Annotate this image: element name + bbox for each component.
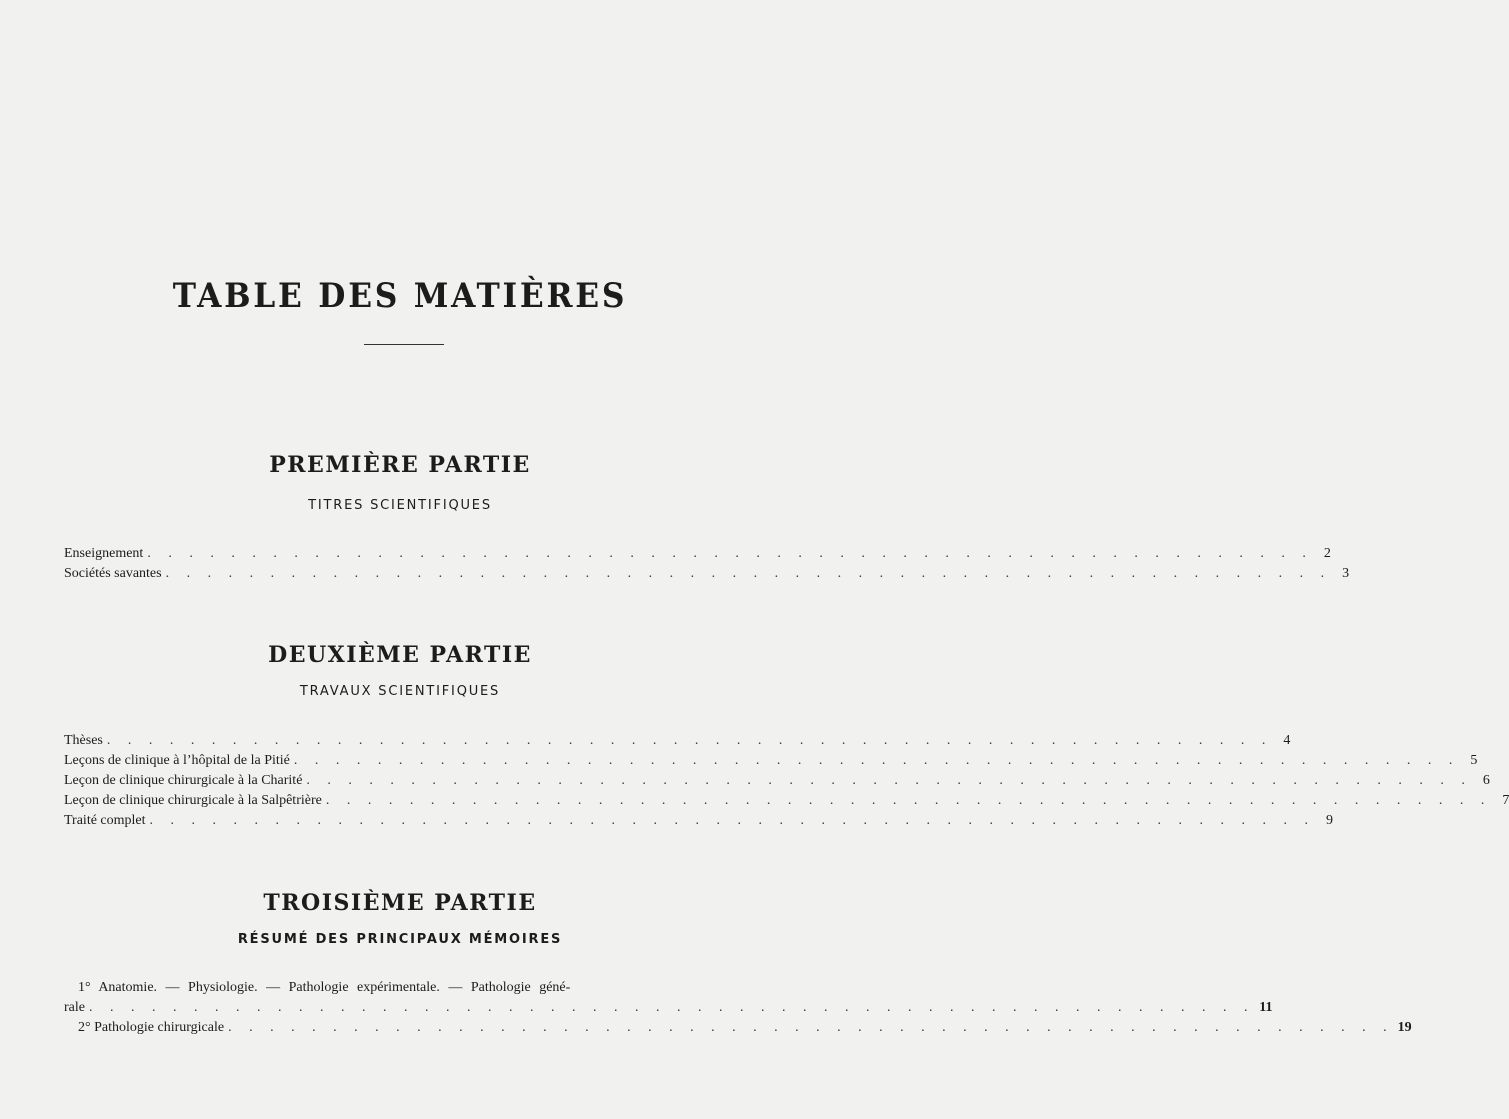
toc-entry <box>64 811 1334 831</box>
part-heading-3: TROISIÈME PARTIE <box>263 890 537 916</box>
dot-leader: . . . . . . . . . . . . . . . . . . . . . . . . . . . . . . . . . . . . . . . . . . . . . . . . . . . . . . . . <box>165 566 1332 581</box>
dot-leader: . . . . . . . . . . . . . . . . . . . . . . . . . . . . . . . . . . . . . . . . . . . . . . . . . . . . . . . . <box>106 733 1273 748</box>
part-subtitle-3: RÉSUMÉ DES PRINCIPAUX MÉMOIRES <box>237 932 563 947</box>
part-heading-1: PREMIÈRE PARTIE <box>269 452 531 478</box>
toc-section-1 <box>64 544 1350 584</box>
part-subtitle-1: TITRES SCIENTIFIQUES <box>308 498 492 513</box>
toc-entry-page: 3 <box>1342 566 1350 581</box>
toc-entry-page: 11 <box>1259 1000 1273 1015</box>
toc-entry <box>64 544 1331 564</box>
toc-entry-page: 7 <box>1502 793 1509 808</box>
dot-leader: . . . . . . . . . . . . . . . . . . . . . . . . . . . . . . . . . . . . . . . . . . . . . . . . . . . . . . . . <box>147 546 1313 561</box>
toc-entry-page: 19 <box>1397 1020 1412 1035</box>
toc-entry-page: 5 <box>1470 753 1478 768</box>
toc-entry-label: Leçon de clinique chirurgicale à la Charité <box>64 773 303 788</box>
part-subtitle-2: TRAVAUX SCIENTIFIQUES <box>299 684 501 699</box>
toc-entry-label: Sociétés savantes <box>64 566 162 581</box>
toc-entry <box>64 771 1490 791</box>
toc-entry-label: 2° Pathologie chirurgicale <box>78 1020 225 1035</box>
dot-leader: . . . . . . . . . . . . . . . . . . . . . . . . . . . . . . . . . . . . . . . . . . . . . . . . . . . . . . . . <box>306 773 1472 788</box>
toc-entry-first-line: 1° Anatomie. — Physiologie. — Pathologie expérimentale. — Pathologie géné- <box>78 980 571 995</box>
page-title: TABLE DES MATIÈRES <box>172 276 628 316</box>
toc-entry <box>64 731 1291 751</box>
title-rule <box>364 344 444 345</box>
toc-entry-page: 6 <box>1482 773 1490 788</box>
toc-section-2 <box>64 731 1509 831</box>
toc-entry-label: Leçons de clinique à l’hôpital de la Pitié <box>64 753 290 768</box>
toc-entry <box>64 791 1509 811</box>
toc-entry-label: Enseignement <box>64 546 144 561</box>
toc-entry <box>64 564 1350 584</box>
toc-entry-label: Leçon de clinique chirurgicale à la Salpêtrière <box>64 793 322 808</box>
toc-entry <box>64 751 1478 771</box>
toc-entry-label: Thèses <box>64 733 103 748</box>
dot-leader: . . . . . . . . . . . . . . . . . . . . . . . . . . . . . . . . . . . . . . . . . . . . . . . . . . . . . . . . <box>293 753 1460 768</box>
dot-leader: . . . . . . . . . . . . . . . . . . . . . . . . . . . . . . . . . . . . . . . . . . . . . . . . . . . . . . . . <box>228 1020 1394 1035</box>
toc-entry-page: 4 <box>1283 733 1291 748</box>
toc-entry-page: 9 <box>1326 813 1334 828</box>
toc-entry-label: Traité complet <box>64 813 146 828</box>
toc-entry <box>64 998 1273 1018</box>
toc-entry-page: 2 <box>1323 546 1331 561</box>
toc-entry-label: rale <box>64 1000 85 1015</box>
dot-leader: . . . . . . . . . . . . . . . . . . . . . . . . . . . . . . . . . . . . . . . . . . . . . . . . . . . . . . . . <box>149 813 1316 828</box>
part-heading-2: DEUXIÈME PARTIE <box>268 642 532 668</box>
dot-leader: . . . . . . . . . . . . . . . . . . . . . . . . . . . . . . . . . . . . . . . . . . . . . . . . . . . . . . . . <box>325 793 1492 808</box>
toc-entry <box>64 1018 1412 1038</box>
dot-leader: . . . . . . . . . . . . . . . . . . . . . . . . . . . . . . . . . . . . . . . . . . . . . . . . . . . . . . . . <box>88 1000 1255 1015</box>
toc-section-3 <box>64 978 1412 1038</box>
